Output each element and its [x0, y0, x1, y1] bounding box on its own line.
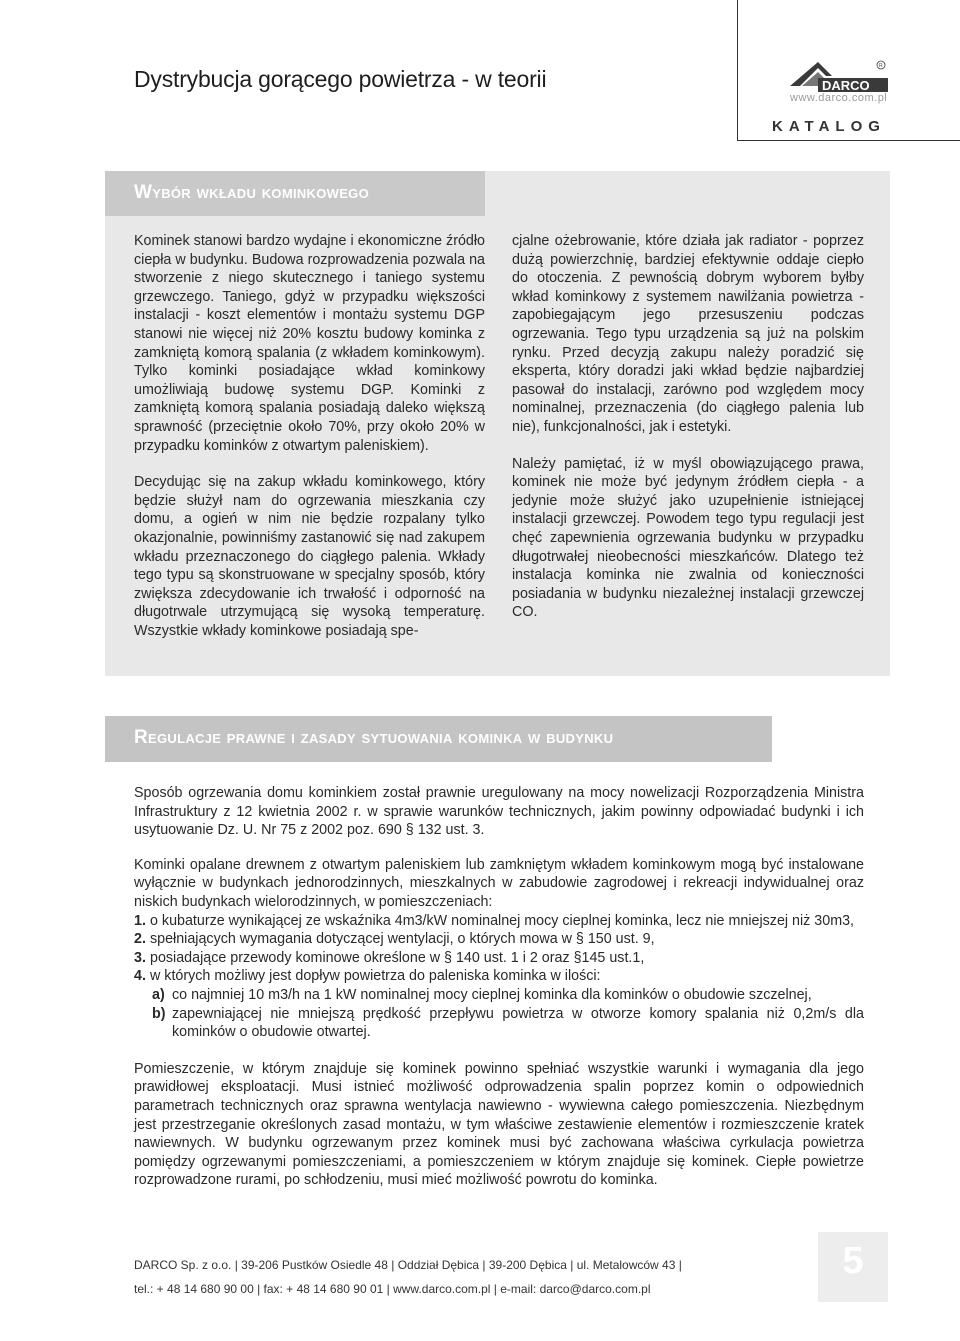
list-item: 3. posiadające przewody kominowe określone w § 140 ust. 1 i 2 oraz §145 ust.1, [134, 949, 645, 966]
footer-address: DARCO Sp. z o.o. | 39-206 Pustków Osiedle 48 | Oddział Dębica | 39-200 Dębica | ul. Metalowców 43 | [134, 1258, 682, 1272]
footer-contact: tel.: + 48 14 680 90 00 | fax: + 48 14 680 90 01 | www.darco.com.pl | e-mail: darco@darco.com.pl [134, 1282, 651, 1296]
requirements-block [134, 856, 864, 1042]
page-title: Dystrybucja gorącego powietrza - w teorii [134, 66, 547, 92]
section1-paragraph: Decydując się na zakup wkładu kominkowego, który będzie służył nam do ogrzewania mieszkania czy domu, a ogień w nim nie będzie rozpalany tylko okazjonalnie, powinniśmy zastanowić się nad zakupem wkładu przeznaczonego do ciągłego palenia. Wkłady tego typu są skonstruowane w specjalny sposób, który zwiększa zdecydowanie ich trwałość i odporność na długotrwale utrzymującą się wysoką temperaturę. Wszystkie wkłady kominkowe posiadają spe- [134, 474, 485, 639]
section2-body [134, 784, 864, 1206]
section1-paragraph: cjalne ożebrowanie, które działa jak radiator - poprzez dużą powierzchnię, bardziej efektywnie oddaje ciepło do otoczenia. Z pewnością dobrym wyborem byłby wkład kominkowy z systemem nawilżania powietrza - zapobiegającym jego przesuszeniu podczas ogrzewania. Tego typu urządzenia są już na polskim rynku. Przed decyzją zakupu należy poradzić się eksperta, który doradzi jaki wkład będzie najbardziej pasował do instalacji, zarówno pod względem mocy nominalnej, przeznaczenia (do ciągłego palenia lub nie), funkcjonalności, jak i estetyki. [512, 233, 864, 435]
header-divider-vertical [737, 0, 738, 141]
list-item: 1. o kubaturze wynikającej ze wskaźnika 4m3/kW nominalnej mocy cieplnej kominka, lecz nie mniejszej niż 30m3, [134, 912, 855, 929]
logo-text: DARCO [822, 78, 870, 93]
catalog-label: KATALOG [772, 118, 886, 135]
section1-paragraph: Kominek stanowi bardzo wydajne i ekonomiczne źródło ciepła w budynku. Budowa rozprowadzenia pozwala na stworzenie z niego skutecznego i taniego systemu grzewczego. Taniego, gdyż w przypadku większości instalacji - koszt elementów i montażu systemu DGP stanowi nie więcej niż 20% kosztu budowy kominka z zamkniętą komorą spalania (z wkładem kominkowym). Tylko kominki posiadające wkład kominkowy umożliwiają budowę systemu DGP. Kominki z zamkniętą komorą spalania posiadają daleko większą sprawność (przeciętnie około 70%, przy około 20% w przypadku kominków z otwartym paleniskiem). [134, 233, 485, 454]
section2-paragraph: Pomieszczenie, w którym znajduje się kominek powinno spełniać wszystkie warunki i wymagania dla jego prawidłowej eksploatacji. Musi istnieć możliwość odprowadzenia spalin poprzez komin o odpowiednich parametrach technicznych oraz sprawna wentylacja nawiewno - wywiewna całego pomieszczenia. Niezbędnym jest przestrzeganie określonych zasad montażu, w tym właściwe zestawienie elementów i rozmieszczenie kratek nawiewnych. W budynku ogrzewanym przez kominek musi być zachowana właściwa cyrkulacja powietrza pomiędzy ogrzewanymi pomieszczeniami, a pomieszczeniem w którym znajduje się kominek. Ciepłe powietrze rozprowadzone rurami, po schłodzeniu, musi mieć możliwość powrotu do kominka. [134, 1060, 864, 1189]
logo-url: www.darco.com.pl [790, 92, 888, 104]
footer [134, 1253, 682, 1301]
list-item: 4. w których możliwy jest dopływ powietrza do paleniska kominka w ilości: [134, 968, 601, 985]
svg-text:R: R [879, 63, 883, 69]
sublist-item: a) co najmniej 10 m3/h na 1 kW nominalnej mocy cieplnej kominka dla kominków o obudowie szczelnej, [152, 986, 812, 1003]
list-item: 2. spełniających wymagania dotyczącej wentylacji, o których mowa w § 150 ust. 9, [134, 931, 655, 948]
section2-paragraph: Sposób ogrzewania domu kominkiem został prawnie uregulowany na mocy nowelizacji Rozporządzenia Ministra Infrastruktury z 12 kwietnia 2002 r. w sprawie warunków technicznych, jakim powinny odpowiadać budynki i ich usytuowanie Dz. U. Nr 75 z 2002 poz. 690 § 132 ust. 3. [134, 785, 864, 839]
section2-title: Regulacje prawne i zasady sytuowania kominka w budynku [134, 727, 614, 748]
section1-paragraph: Należy pamiętać, iż w myśl obowiązującego prawa, kominek nie może być jedynym źródłem ciepła - a jedynie może służyć jako uzupełnienie istniejącej instalacji grzewczej. Powodem tego typu regulacji jest chęć zapewnienia ogrzewania budynku w przypadku długotrwałej nieobecności mieszkańców. Dlatego też instalacja kominka nie zwalnia od konieczności posiadania w budynku niezależnej instalacji grzewczej CO. [512, 455, 864, 621]
section1-title: Wybór wkładu kominkowego [134, 182, 370, 203]
section1-left-column [134, 232, 485, 658]
header-divider-horizontal [737, 140, 960, 141]
section2-paragraph: Kominki opalane drewnem z otwartym paleniskiem lub zamkniętym wkładem kominkowym mogą być instalowane wyłącznie w budynkach jednorodzinnych, mieszkalnych w zabudowie zagrodowej i rekreacji indywidualnej oraz niskich budynkach wielorodzinnych, w pomieszczeniach: [134, 856, 864, 910]
section1-right-column [512, 232, 864, 640]
page-number: 5 [842, 1240, 864, 1282]
sublist-item: b) zapewniającej nie mniejszą prędkość przepływu powietrza w otworze komory spalania niż 0,2m/s dla kominków o obudowie otwartej. [152, 1005, 864, 1041]
